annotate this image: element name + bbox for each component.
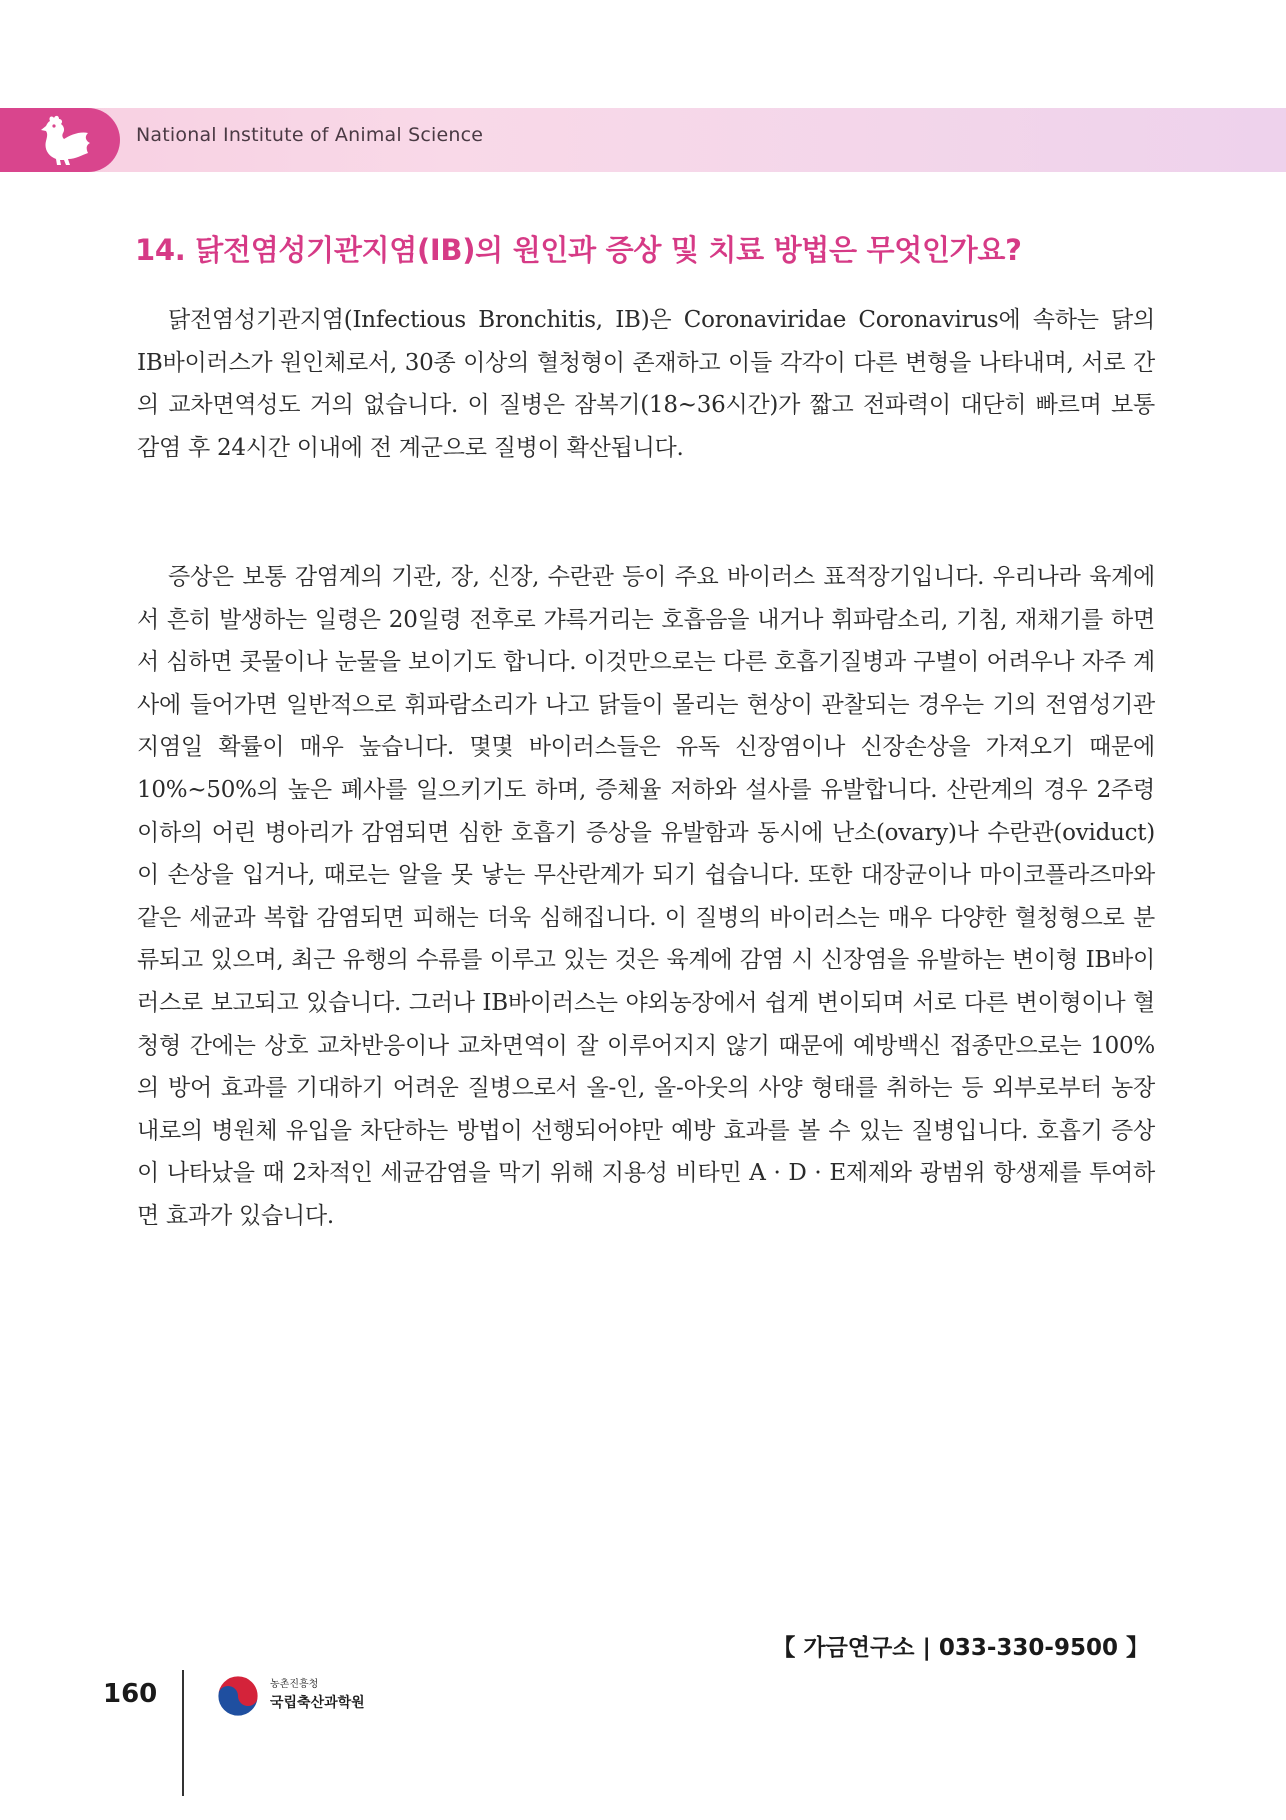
taeguk-logo-icon [216,1674,260,1718]
paragraph-symptoms: 증상은 보통 감염계의 기관, 장, 신장, 수란관 등이 주요 바이러스 표적장기입니다. 우리나라 육계에서 흔히 발생하는 일령은 20일령 전후로 갸륵거리는 호흡음을 내거나 휘파람소리, 기침, 재채기를 하면서 심하면 콧물이나 눈물을 보이기도 합니다. 이것만으로는 다른 호흡기질병과 구별이 어려우나 자주 계사에 들어가면 일반적으로 휘파람소리가 나고 닭들이 몰리는 현상이 관찰되는 경우는 기의 전염성기관지염일 확률이 매우 높습니다. 몇몇 바이러스들은 유독 신장염이나 신장손상을 가져오기 때문에 10%~50%의 높은 폐사를 일으키기도 하며, 증체율 저하와 설사를 유발합니다. 산란계의 경우 2주령 이하의 어린 병아리가 감염되면 심한 호흡기 증상을 유발함과 동시에 난소(ovary)나 수란관(oviduct)이 손상을 입거나, 때로는 알을 못 낳는 무산란계가 되기 쉽습니다. 또한 대장균이나 마이코플라즈마와 같은 세균과 복합 감염되면 피해는 더욱 심해집니다. 이 질병의 바이러스는 매우 다양한 혈청형으로 분류되고 있으며, 최근 유행의 수류를 이루고 있는 것은 육계에 감염 시 신장염을 유발하는 변이형 IB바이러스로 보고되고 있습니다. 그러나 IB바이러스는 야외농장에서 쉽게 변이되며 서로 다른 변이형이나 혈청형 간에는 상호 교차반응이나 교차면역이 잘 이루어지지 않기 때문에 예방백신 접종만으로는 100%의 방어 효과를 기대하기 어려운 질병으로서 올-인, 올-아웃의 사양 형태를 취하는 등 외부로부터 농장 내로의 병원체 유입을 차단하는 방법이 선행되어야만 예방 효과를 볼 수 있는 질병입니다. 호흡기 증상이 나타났을 때 2차적인 세균감염을 막기 위해 지용성 비타민 A · D · E제제와 광범위 항생제를 투여하면 효과가 있습니다. [137,564,1155,1229]
institute-name: National Institute of Animal Science [136,124,484,146]
question-title: 14. 닭전염성기관지염(IB)의 원인과 증상 및 치료 방법은 무엇인가요? [135,233,1022,267]
paragraph-cause: 닭전염성기관지염(Infectious Bronchitis, IB)은 Coronaviridae Coronavirus에 속하는 닭의 IB바이러스가 원인체로서, 30종 이상의 혈청형이 존재하고 이들 각각이 다른 변형을 나타내며, 서로 간의 교차면역성도 거의 없습니다. 이 질병은 잠복기(18~36시간)가 짧고 전파력이 대단히 빠르며 보통 감염 후 24시간 이내에 전 계군으로 질병이 확산됩니다. [137,307,1155,461]
footer-divider [182,1670,184,1796]
org-name: 국립축산과학원 [270,1695,365,1711]
contact-info: 【 가금연구소 | 033-330-9500 】 [772,1635,1149,1661]
org-parent-name: 농촌진흥청 [270,1679,319,1690]
page-number: 160 [103,1679,158,1709]
chicken-icon [36,113,96,169]
